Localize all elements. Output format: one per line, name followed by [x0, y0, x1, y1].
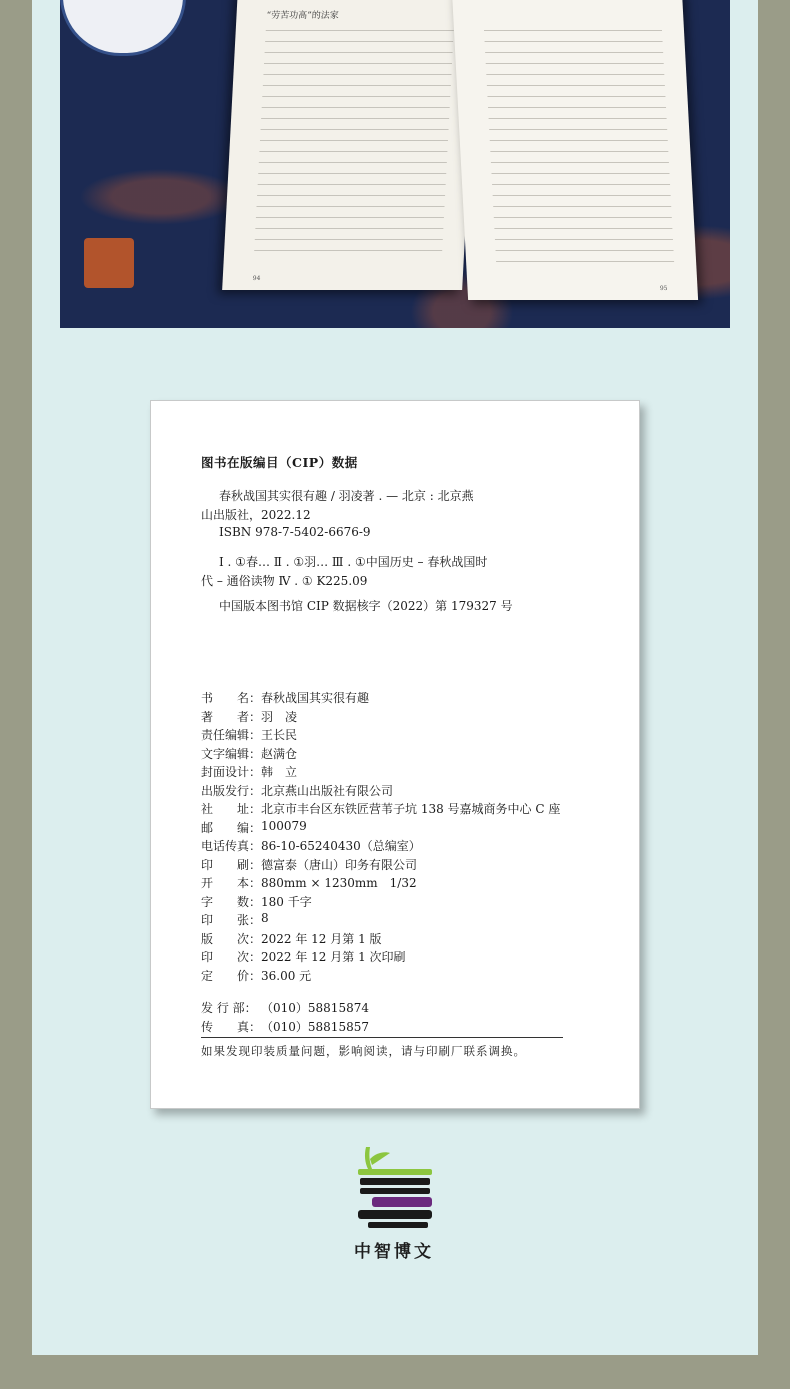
cip-copyright-page: [150, 400, 640, 1109]
detail-row: [201, 726, 297, 743]
publisher-logo: [352, 1145, 440, 1260]
red-seal-stamp: [84, 238, 134, 288]
open-book-photo: [60, 0, 730, 328]
detail-row: [201, 911, 269, 928]
detail-row: [201, 948, 406, 965]
contact-value: （010）58815874: [261, 1001, 369, 1015]
quality-notice: 如果发现印装质量问题，影响阅读，请与印刷厂联系调换。: [201, 1044, 526, 1058]
cip-record-line: Ⅰ . ①春… Ⅱ . ①羽… Ⅲ . ①中国历史 – 春秋战国时: [219, 555, 488, 569]
divider-line: [201, 1037, 563, 1038]
detail-label: 文字编辑：: [201, 747, 262, 761]
detail-row: [201, 782, 393, 799]
detail-value: 春秋战国其实很有趣: [261, 691, 370, 705]
detail-row: [201, 745, 297, 762]
publisher-name: 中智博文: [354, 1242, 434, 1262]
detail-label: 著 者：: [201, 710, 262, 724]
book-stack-icon: [352, 1145, 440, 1237]
detail-value: 北京燕山出版社有限公司: [261, 784, 394, 798]
left-page-heading: “劳苦功高”的法家: [266, 11, 339, 21]
detail-value: 北京市丰台区东铁匠营苇子坑 138 号嘉城商务中心 C 座: [261, 802, 561, 816]
detail-row: [201, 819, 307, 836]
contact-label: 发 行 部：: [201, 1001, 257, 1015]
detail-label: 社 址：: [201, 802, 262, 816]
cip-record-line: 春秋战国其实很有趣 / 羽凌著 . — 北京 : 北京燕: [219, 489, 474, 503]
detail-label: 书 名：: [201, 691, 262, 705]
detail-label: 出版发行：: [201, 784, 262, 798]
detail-value: 180 千字: [261, 895, 312, 909]
detail-label: 电话传真：: [201, 839, 262, 853]
detail-value: 2022 年 12 月第 1 版: [261, 932, 382, 946]
contact-label: 传 真：: [201, 1020, 262, 1034]
detail-row: [201, 930, 382, 947]
cip-record-line: ISBN 978-7-5402-6676-9: [219, 525, 371, 539]
book-left-page: [222, 0, 478, 290]
contact-row: [201, 1018, 369, 1035]
detail-value: 880mm × 1230mm 1/32: [261, 876, 417, 890]
book-right-page: [452, 0, 698, 300]
right-page-text-lines: [484, 30, 675, 270]
detail-row: [201, 763, 297, 780]
detail-label: 印 刷：: [201, 858, 262, 872]
detail-value: 86-10-65240430（总编室）: [261, 839, 421, 853]
detail-value: 2022 年 12 月第 1 次印刷: [261, 950, 406, 964]
detail-label: 印 张：: [201, 913, 262, 927]
detail-row: [201, 967, 311, 984]
detail-row: [201, 856, 417, 873]
detail-label: 责任编辑：: [201, 728, 262, 742]
detail-row: [201, 874, 417, 891]
detail-value: 8: [261, 911, 269, 925]
detail-label: 邮 编：: [201, 821, 262, 835]
detail-value: 羽 凌: [261, 710, 298, 724]
detail-label: 印 次：: [201, 950, 262, 964]
detail-label: 版 次：: [201, 932, 262, 946]
detail-row: [201, 893, 312, 910]
detail-row: [201, 800, 560, 817]
right-page-number: 95: [659, 285, 668, 292]
detail-value: 赵满仓: [261, 747, 298, 761]
detail-label: 封面设计：: [201, 765, 262, 779]
detail-row: [201, 689, 369, 706]
left-page-text-lines: [254, 30, 454, 260]
contact-value: （010）58815857: [261, 1020, 369, 1034]
detail-value: 王长民: [261, 728, 298, 742]
detail-value: 36.00 元: [261, 969, 312, 983]
detail-value: 德富泰（唐山）印务有限公司: [261, 858, 418, 872]
cip-record-line: 代 – 通俗读物 Ⅳ . ① K225.09: [201, 574, 368, 588]
detail-row: [201, 837, 421, 854]
left-page-number: 94: [252, 275, 261, 282]
cip-record-line: 中国版本图书馆 CIP 数据核字（2022）第 179327 号: [219, 599, 513, 613]
detail-row: [201, 708, 297, 725]
detail-label: 开 本：: [201, 876, 262, 890]
cip-record-line: 山出版社，2022.12: [201, 508, 311, 522]
contact-row: [201, 999, 369, 1016]
detail-label: 定 价：: [201, 969, 262, 983]
detail-value: 韩 立: [261, 765, 298, 779]
detail-label: 字 数：: [201, 895, 262, 909]
detail-value: 100079: [261, 819, 307, 833]
cip-title: 图书在版编目（CIP）数据: [201, 455, 358, 470]
